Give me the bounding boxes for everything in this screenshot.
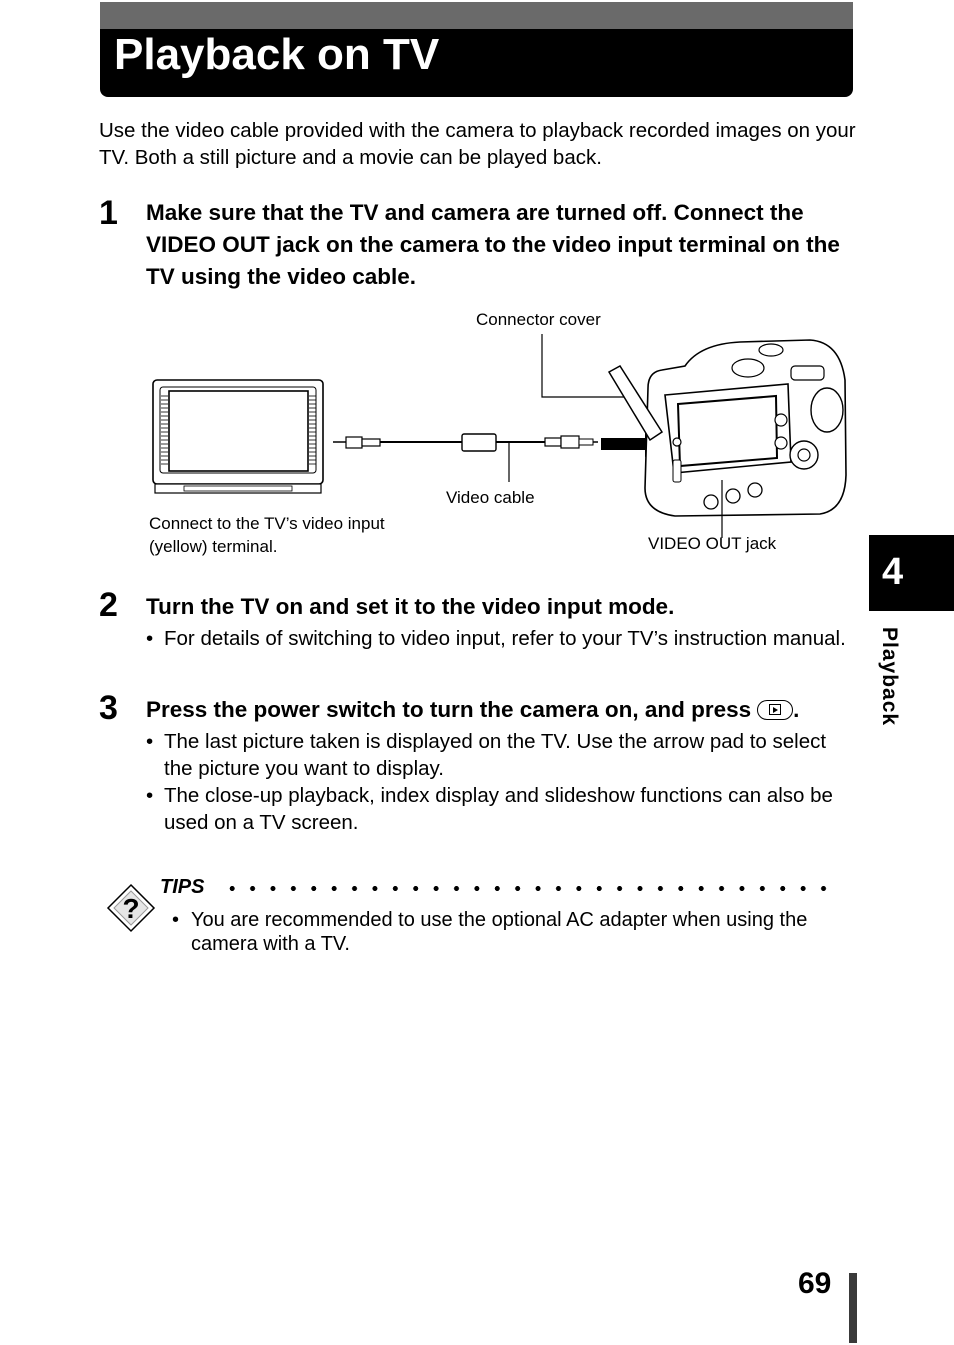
tips-label: TIPS bbox=[160, 876, 205, 898]
tv-illustration bbox=[153, 380, 323, 493]
question-mark-icon bbox=[104, 881, 158, 935]
chapter-tab bbox=[869, 535, 954, 611]
intro-paragraph: Use the video cable provided with the camera to playback recorded images on your TV. Both a still picture and a movie can be played back. bbox=[99, 119, 856, 169]
step-3-bullets bbox=[146, 728, 858, 836]
step-2-number: 2 bbox=[99, 586, 118, 624]
chapter-number: 4 bbox=[882, 551, 904, 593]
connector-cover-label: Connector cover bbox=[476, 310, 601, 329]
page-title: Playback on TV bbox=[114, 30, 440, 79]
list-item: • The close-up playback, index display and slideshow functions can also be used on a TV screen. bbox=[146, 784, 833, 834]
step-3-number: 3 bbox=[99, 689, 118, 727]
step-2-bullets bbox=[146, 625, 858, 652]
playback-button-icon bbox=[757, 700, 793, 720]
title-bar bbox=[100, 2, 853, 97]
page-number: 69 bbox=[798, 1267, 832, 1300]
svg-text:?: ? bbox=[122, 893, 140, 924]
camera-illustration bbox=[542, 334, 846, 538]
list-item: • For details of switching to video input, refer to your TV’s instruction manual. bbox=[146, 627, 846, 650]
step-3-text: Press the power switch to turn the camera on, and press . bbox=[146, 697, 800, 722]
chapter-name: Playback bbox=[878, 627, 901, 727]
video-cable-illustration bbox=[333, 431, 664, 482]
step-1-number: 1 bbox=[99, 194, 118, 232]
tips-divider bbox=[222, 886, 834, 891]
tv-caption-line-1: Connect to the TV’s video input bbox=[149, 514, 385, 533]
list-item: • The last picture taken is displayed on the TV. Use the arrow pad to select the picture you want to display. bbox=[146, 730, 827, 780]
video-cable-label: Video cable bbox=[446, 488, 535, 507]
list-item: • You are recommended to use the optional AC adapter when using the camera with a TV. bbox=[172, 909, 808, 955]
step-1-text: Make sure that the TV and camera are turned off. Connect the VIDEO OUT jack on the camera to the video input terminal on the TV using the video cable. bbox=[146, 200, 840, 289]
tv-caption-line-2: (yellow) terminal. bbox=[149, 537, 278, 556]
tips-list bbox=[172, 908, 857, 956]
title-bar-strip bbox=[100, 2, 853, 29]
step-2-text: Turn the TV on and set it to the video input mode. bbox=[146, 594, 675, 619]
page-number-rule bbox=[849, 1273, 857, 1343]
video-out-jack-label: VIDEO OUT jack bbox=[648, 534, 777, 553]
